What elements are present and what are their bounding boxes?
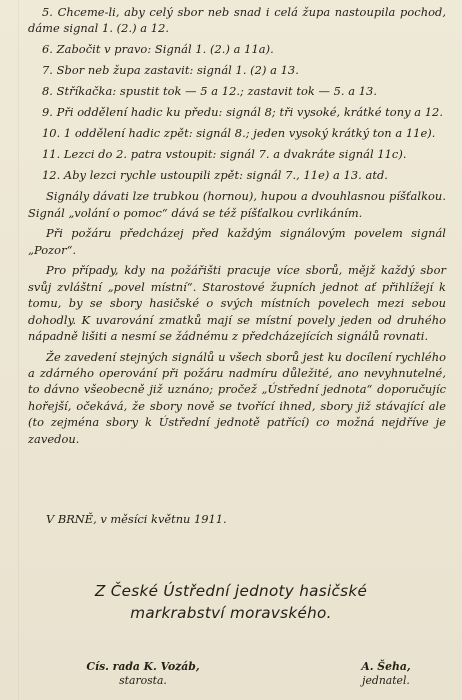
signature-chairman (48, 660, 238, 688)
signal-list (28, 4, 446, 451)
signature-role: jednatel. (362, 674, 410, 687)
signature-role: starosta. (119, 674, 167, 687)
signature-name: A. Šeha, (361, 660, 411, 673)
body-paragraph: Při požáru předcházej před každým signálovým povelem signál „Pozor“. (28, 226, 446, 257)
list-item: 8. Stříkačka: spustit tok — 5 a 12.; zastavit tok — 5. a 13. (42, 84, 378, 99)
list-item: 12. Aby lezci rychle ustoupili zpět: signál 7., 11e) a 13. atd. (42, 168, 388, 183)
organization-line-2: markrabství moravského. (130, 604, 332, 622)
list-item: 10. 1 oddělení hadic zpět: signál 8.; jeden vysoký krátký ton a 11e). (42, 126, 436, 141)
place-date-line: V BRNĚ, v měsíci květnu 1911. (46, 512, 227, 526)
list-item: 11. Lezci do 2. patra vstoupit: signál 7. a dvakráte signál 11c). (42, 147, 407, 162)
signature-secretary (326, 660, 446, 688)
list-item: 5. Chceme-li, aby celý sbor neb snad i celá župa nastoupila pochod, dáme signal 1. (2.) a 12. (28, 5, 446, 36)
signature-name: Cís. rada K. Vozáb, (86, 660, 200, 673)
list-item: 7. Sbor neb župa zastavit: signál 1. (2) a 13. (42, 63, 299, 78)
list-item: 6. Zabočit v pravo: Signál 1. (2.) a 11a). (42, 42, 274, 57)
organization-line-1: Z České Ústřední jednoty hasičské (94, 582, 368, 600)
list-item: 9. Při oddělení hadic ku předu: signál 8; tři vysoké, krátké tony a 12. (42, 105, 444, 120)
body-paragraph: Pro případy, kdy na požářišti pracuje více sborů, mějž každý sbor svůj zvláštní „povel místní“. Starostové župních jednot ať přihlížejí k tomu, by se sbory hasičské o svých místních povelech mezi sebou dohodly. K uvarování zmatků mají se místní povely jeden od druhého nápadně lišiti a nesmí se žádnému z předcházejících signálů rovnati. (28, 263, 446, 344)
body-paragraph: Signály dávati lze trubkou (hornou), hupou a dvouhlasnou píšťalkou. Signál „volání o pomoc“ dává se též píšťalkou cvrlikáním. (28, 189, 446, 220)
body-paragraph: Že zavedení stejných signálů u všech sborů jest ku docílení rychlého a zdárného operování při požáru nadmíru důležité, ano nevyhnutelné, to dávno všeobecně již uznáno; pročež „Ústřední jednota“ doporučujíc hořejší, očekává, že sbory nově se tvořící ihned, sbory již stávající ale (to zejména sbory k Ústřední jednotě patřící) co možná nejdříve je zavedou. (28, 349, 446, 446)
